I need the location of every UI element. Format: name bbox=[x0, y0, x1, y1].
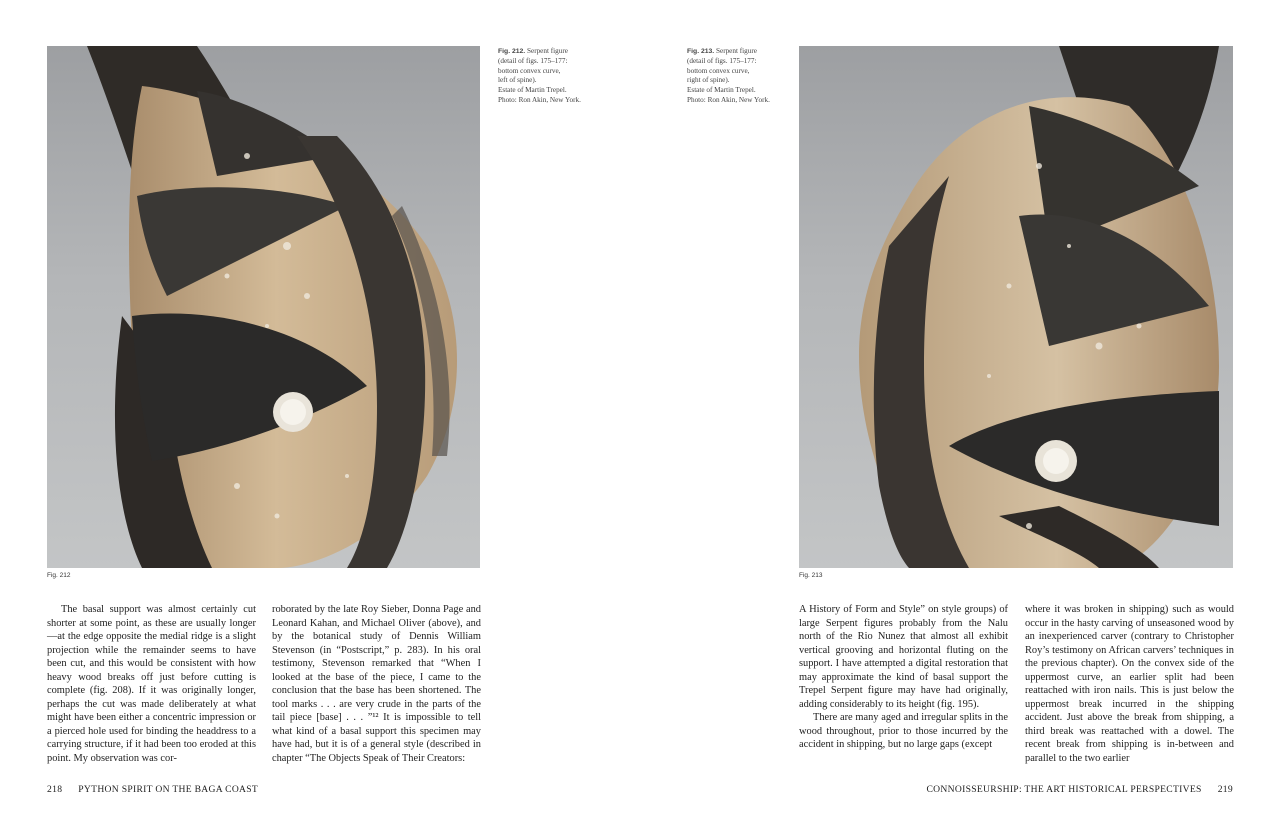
caption-line: Serpent figure bbox=[527, 47, 568, 55]
body-paragraph: There are many aged and irregular splits in the wood throughout, prior to those incurred by the accident in shipping, but no large gaps (except bbox=[799, 712, 1008, 751]
page-number: 218 bbox=[47, 784, 63, 795]
caption-number: Fig. 212. bbox=[498, 48, 526, 55]
caption-line: bottom convex curve, bbox=[498, 66, 561, 75]
body-paragraph: The basal support was almost certainly cut shorter at some point, as these are usually longer—at the edge opposite the medial ridge is a slight projection while the remainder seems to have been cut, and this would be consistent with how heavy wood breaks off just before cutting is complete (fig. 208). If it was originally longer, perhaps the cut was made deliberately at what might have been either a concentric impression or a pierced hole used for binding the headdress to a carrying structure, if it had been too eroded at this point. My observation was cor- bbox=[47, 604, 256, 765]
running-head: CONNOISSEURSHIP: THE ART HISTORICAL PERSPECTIVES bbox=[926, 784, 1202, 795]
caption-line: Serpent figure bbox=[716, 47, 757, 55]
serpent-figure-right-illustration bbox=[799, 46, 1233, 568]
caption-line: left of spine). bbox=[498, 76, 537, 85]
body-paragraph: A History of Form and Style” on style groups) of large Serpent figures probably from the Nalu north of the Rio Nunez that almost all exhibit vertical grooving and horizontal fluting on the support. I have attempted a digital restoration that may approximate the kind of basal support the Trepel Serpent figure may have had originally, adding considerably to its height (fig. 195). bbox=[799, 604, 1008, 710]
page-footer-left bbox=[47, 784, 258, 795]
page-footer-right bbox=[926, 784, 1233, 795]
caption-line: Photo: Ron Akin, New York. bbox=[687, 95, 770, 104]
caption-line: (detail of figs. 175–177: bbox=[687, 56, 757, 65]
serpent-figure-left-of-spine-photo bbox=[47, 46, 480, 568]
running-head: PYTHON SPIRIT ON THE BAGA COAST bbox=[78, 784, 259, 795]
body-paragraph: roborated by the late Roy Sieber, Donna Page and Leonard Kahan, and Michael Oliver (above), and by the botanical study of Dennis William Stevenson (in “Postscript,” p. 283). In his oral testimony, Stevenson remarked that “When I looked at the base of the piece, I came to the conclusion that the base has been shortened. The tool marks . . . are very crude in the parts of the tail piece [base] . . . ”¹² It is impossible to tell what kind of a basal support this specimen may have had, but it is of a general style (described in chapter “The Objects Speak of Their Creators: bbox=[272, 604, 481, 765]
serpent-figure-right-of-spine-photo bbox=[799, 46, 1233, 568]
caption-line: Estate of Martin Trepel. bbox=[498, 86, 567, 95]
caption-line: bottom convex curve, bbox=[687, 66, 750, 75]
text-column-1 bbox=[47, 603, 256, 766]
caption-line: Photo: Ron Akin, New York. bbox=[498, 95, 581, 104]
figure-label: Fig. 213 bbox=[799, 572, 823, 579]
text-column-3 bbox=[799, 603, 1008, 752]
text-column-4 bbox=[1025, 603, 1234, 766]
serpent-figure-left-illustration bbox=[47, 46, 480, 568]
text-column-2 bbox=[272, 603, 481, 766]
figure-caption bbox=[687, 47, 797, 106]
figure-caption bbox=[498, 47, 608, 106]
caption-line: (detail of figs. 175–177: bbox=[498, 56, 568, 65]
figure-label: Fig. 212 bbox=[47, 572, 71, 579]
caption-line: right of spine). bbox=[687, 76, 730, 85]
caption-line: Estate of Martin Trepel. bbox=[687, 86, 756, 95]
page-number: 219 bbox=[1217, 784, 1233, 795]
caption-number: Fig. 213. bbox=[687, 48, 715, 55]
body-paragraph: where it was broken in shipping) such as would occur in the hasty carving of unseasoned wood by an inexperienced carver (contrary to Christopher Roy’s testimony on African carvers’ techniques in the previous chapter). On the convex side of the uppermost curve, an earlier split had been reattached with iron nails. This is just below the uppermost break incurred in the shipping accident. Just above the break from shipping, a third break was reattached with a dowel. The recent break from shipping is in-between and parallel to the two earlier bbox=[1025, 604, 1234, 765]
